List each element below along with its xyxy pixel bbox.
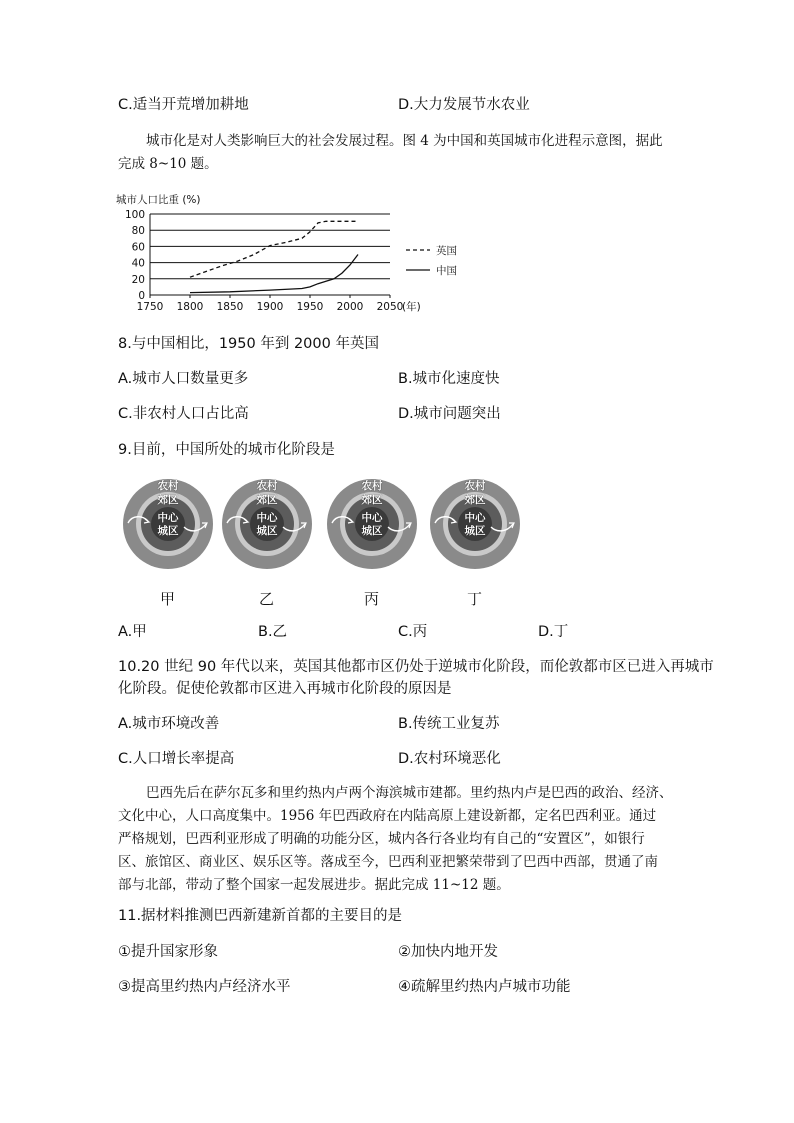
q11-option-1: ①提升国家形象: [118, 944, 218, 960]
stage-caption: 丁: [467, 590, 483, 608]
x-tick-label: 1800: [176, 301, 204, 313]
x-tick-label: 1900: [256, 301, 284, 313]
series-line-uk: [190, 221, 358, 277]
q7-option-d: D.大力发展节水农业: [398, 97, 530, 113]
label-center: 中心: [361, 512, 383, 524]
q9-option-a: A.甲: [118, 624, 147, 640]
chart-grid: [150, 214, 390, 295]
stage-diagram-4: [429, 478, 521, 570]
urbanization-chart: [110, 188, 457, 318]
x-tick-label: 1750: [136, 301, 164, 313]
q8-stem: 8.与中国相比，1950 年到 2000 年英国: [118, 336, 379, 352]
brasilia-material: [118, 782, 678, 897]
q10-option-a: A.城市环境改善: [118, 716, 220, 732]
material-line-3: 严格规划，巴西利亚形成了明确的功能分区，城内各行各业均有自己的“安置区”，如银行: [118, 831, 645, 847]
y-tick-label: 20: [131, 273, 145, 286]
x-tick-label: 2050: [376, 301, 404, 313]
material-line-5: 部与北部，带动了整个国家一起发展进步。据此完成 11~12 题。: [118, 877, 510, 893]
stage-diagram-3: [326, 478, 418, 570]
label-suburb: 郊区: [361, 494, 383, 506]
q10-stem-line-2: 化阶段。促使伦敦都市区进入再城市化阶段的原因是: [118, 681, 452, 697]
chart-legend: [406, 244, 457, 277]
x-tick-label: 1950: [296, 301, 324, 313]
label-suburb: 郊区: [256, 494, 278, 506]
label-rural: 农村: [157, 480, 179, 492]
y-tick-label: 100: [124, 209, 145, 221]
chart-series: [190, 221, 358, 292]
stage-caption: 乙: [259, 590, 275, 608]
intro-line-2: 完成 8~10 题。: [118, 156, 218, 172]
label-suburb: 郊区: [464, 494, 486, 506]
material-line-2: 文化中心，人口高度集中。1956 年巴西政府在内陆高原上建设新都，定名巴西利亚。通过: [118, 808, 657, 824]
q11-option-2: ②加快内地开发: [398, 944, 498, 960]
legend-label: 英国: [436, 245, 457, 257]
x-axis-unit: (年): [402, 301, 421, 313]
stage-caption: 甲: [160, 590, 176, 608]
label-rural: 农村: [464, 480, 486, 492]
label-urban-core: 城区: [157, 525, 179, 537]
label-urban-core: 城区: [464, 525, 486, 537]
q8-option-a: A.城市人口数量更多: [118, 371, 249, 387]
q10-option-c: C.人口增长率提高: [118, 751, 235, 767]
y-axis-label: 城市人口比重 (%): [116, 194, 201, 206]
y-tick-label: 80: [131, 225, 145, 238]
legend-label: 中国: [436, 265, 457, 277]
q10-stem-line-1: 10.20 世纪 90 年代以来，英国其他都市区仍处于逆城市化阶段，而伦敦都市区已进入再城市: [118, 659, 714, 675]
q9-option-d: D.丁: [538, 624, 569, 640]
q8-option-c: C.非农村人口占比高: [118, 406, 249, 422]
q11-stem: 11.据材料推测巴西新建新首都的主要目的是: [118, 908, 403, 924]
q8-option-d: D.城市问题突出: [398, 406, 501, 422]
material-line-1: 巴西先后在萨尔瓦多和里约热内卢两个海滨城市建都。里约热内卢是巴西的政治、经济、: [146, 785, 673, 801]
q8-option-b: B.城市化速度快: [398, 371, 500, 387]
stage-caption: 丙: [364, 590, 380, 608]
y-tick-label: 60: [131, 241, 145, 254]
series-line-china: [190, 255, 358, 293]
label-center: 中心: [256, 512, 278, 524]
label-rural: 农村: [361, 480, 383, 492]
label-urban-core: 城区: [256, 525, 278, 537]
material-line-4: 区、旅馆区、商业区、娱乐区等。落成至今，巴西利亚把繁荣带到了巴西中西部，贯通了南: [118, 854, 658, 870]
label-urban-core: 城区: [361, 525, 383, 537]
q10-option-b: B.传统工业复苏: [398, 716, 500, 732]
stage-diagram-1: [122, 478, 214, 570]
q11-option-4: ④疏解里约热内卢城市功能: [398, 979, 571, 995]
q7-option-c: C.适当开荒增加耕地: [118, 97, 249, 113]
y-tick-label: 40: [131, 257, 145, 270]
label-suburb: 郊区: [157, 494, 179, 506]
intro-line-1: 城市化是对人类影响巨大的社会发展过程。图 4 为中国和英国城市化进程示意图，据此: [146, 133, 663, 149]
label-rural: 农村: [256, 480, 278, 492]
y-tick-label: 0: [138, 290, 145, 302]
label-center: 中心: [464, 512, 486, 524]
x-tick-label: 2000: [336, 301, 364, 313]
label-center: 中心: [157, 512, 179, 524]
stage-diagram-2: [221, 478, 313, 570]
q9-option-c: C.丙: [398, 624, 428, 640]
q9-option-b: B.乙: [258, 624, 288, 640]
q11-option-3: ③提高里约热内卢经济水平: [118, 979, 291, 995]
q9-stem: 9.目前，中国所处的城市化阶段是: [118, 442, 335, 458]
x-tick-label: 1850: [216, 301, 244, 313]
intro-paragraph: [118, 130, 678, 176]
q10-option-d: D.农村环境恶化: [398, 751, 501, 767]
